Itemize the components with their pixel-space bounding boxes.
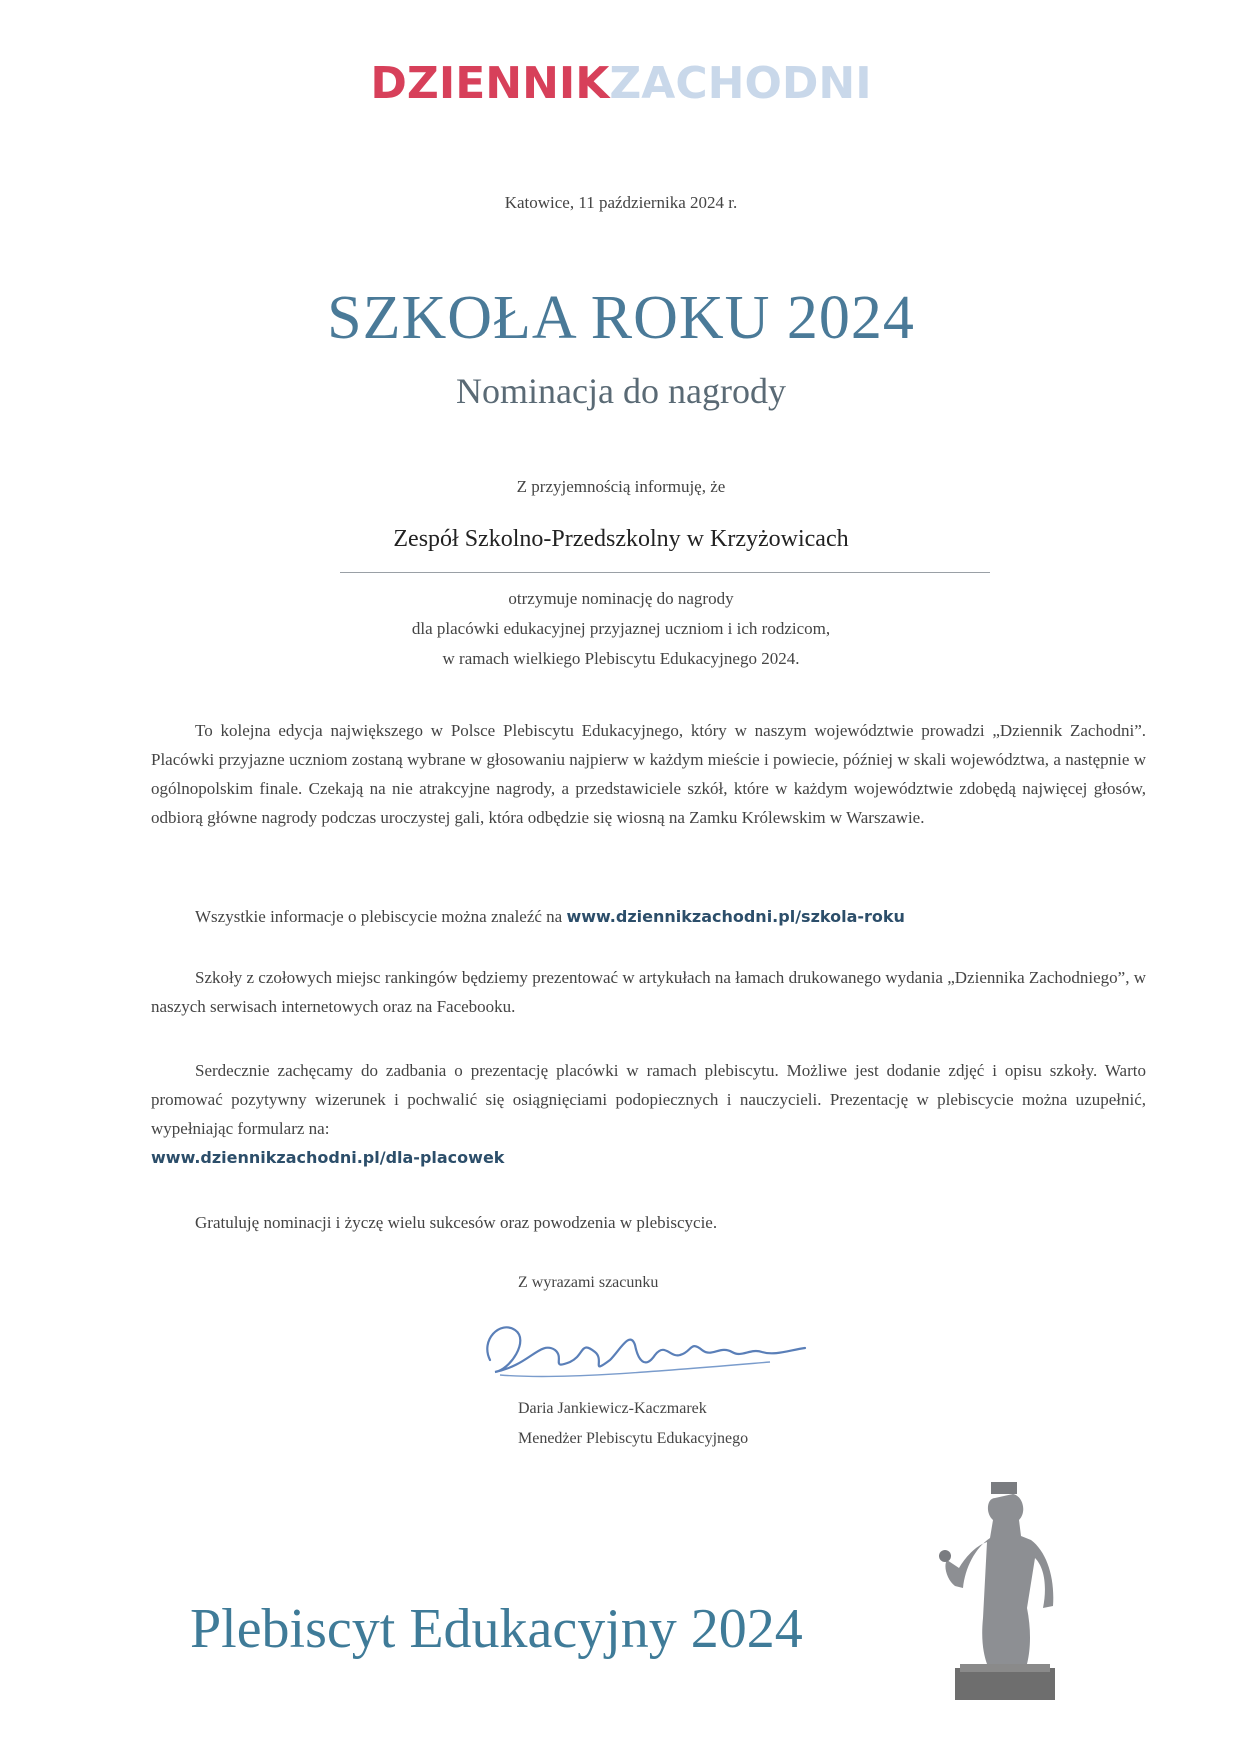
footer-title: Plebiscyt Edukacyjny 2024: [190, 1598, 803, 1660]
paragraph-text: Gratuluję nominacji i życzę wielu sukcesów oraz powodzenia w plebiscycie.: [195, 1213, 718, 1232]
intro-line: Z przyjemnością informuję, że: [516, 477, 726, 496]
paragraph-presentation: [151, 1056, 1146, 1172]
statuette-icon: [935, 1468, 1075, 1708]
school-name-underline: [340, 572, 990, 573]
logo-part-zachodni: ZACHODNI: [609, 58, 872, 109]
paragraph-congratulations: [151, 1208, 1146, 1237]
signer-role: Menedżer Plebiscytu Edukacyjnego: [518, 1430, 749, 1447]
paragraph-text: To kolejna edycja największego w Polsce Plebiscytu Edukacyjnego, który w naszym województwie prowadzi „Dziennik Zachodni”. Placówki przyjazne uczniom zostaną wybrane w głosowaniu najpierw w każdym mieście i powiecie, później w skali województwa, a następnie w ogólnopolskim finale. Czekają na nie atrakcyjne nagrody, a przedstawiciele szkół, które w każdym województwie zdobędą najwięcej głosów, odbiorą główne nagrody podczas uroczystej gali, która odbędzie się wiosną na Zamku Królewskim w Warszawie.: [151, 721, 1146, 827]
signer-name: Daria Jankiewicz-Kaczmarek: [518, 1400, 707, 1417]
signer-block: [518, 1394, 748, 1454]
school-name: Zespół Szkolno-Przedszkolny w Krzyżowicach: [393, 526, 849, 552]
award-statement: [0, 584, 1242, 674]
szkola-roku-link[interactable]: www.dziennikzachodni.pl/szkola-roku: [566, 907, 905, 926]
paragraph-rankings: [151, 963, 1146, 1021]
logo-part-dziennik: DZIENNIK: [370, 58, 610, 109]
award-line: w ramach wielkiego Plebiscytu Edukacyjnego 2024.: [442, 649, 800, 668]
dla-placowek-link[interactable]: www.dziennikzachodni.pl/dla-placowek: [151, 1148, 505, 1167]
paragraph-text: Wszystkie informacje o plebiscycie można znaleźć na: [195, 907, 563, 926]
award-line: dla placówki edukacyjnej przyjaznej uczniom i ich rodzicom,: [411, 619, 831, 638]
newspaper-logo: [0, 58, 1242, 109]
letter-subtitle: Nominacja do nagrody: [456, 371, 786, 411]
letter-title: SZKOŁA ROKU 2024: [327, 284, 915, 352]
letter-date: Katowice, 11 października 2024 r.: [504, 193, 738, 212]
paragraph-about-plebiscite: [151, 716, 1146, 832]
paragraph-info-link: [151, 902, 1146, 931]
paragraph-text: Serdecznie zachęcamy do zadbania o prezentację placówki w ramach plebiscytu. Możliwe jest dodanie zdjęć i opisu szkoły. Warto promować pozytywny wizerunek i pochwalić się osiągnięciami podopiecznych i nauczycieli. Prezentację w plebiscycie można uzupełnić, wypełniając formularz na:: [151, 1061, 1146, 1138]
paragraph-text: Szkoły z czołowych miejsc rankingów będziemy prezentować w artykułach na łamach drukowanego wydania „Dziennika Zachodniego”, w naszych serwisach internetowych oraz na Facebooku.: [151, 968, 1146, 1016]
handwritten-signature: [470, 1300, 830, 1390]
award-line: otrzymuje nominację do nagrody: [508, 589, 734, 608]
closing-phrase: Z wyrazami szacunku: [518, 1274, 659, 1291]
